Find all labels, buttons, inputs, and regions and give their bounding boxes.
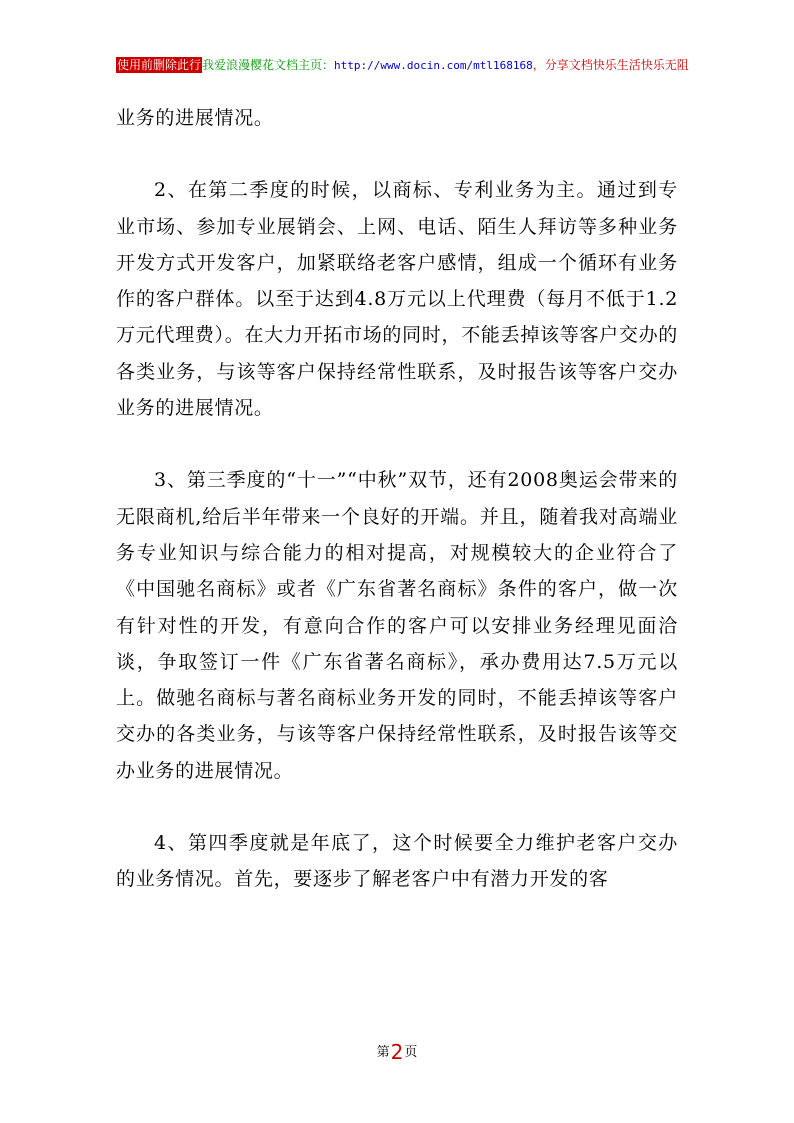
paragraph-q4: 4、第四季度就是年底了，这个时候要全力维护老客户交办的业务情况。首先，要逐步了解老客户中有潜力开发的客 [116,832,678,891]
page-prefix: 第 [376,1045,390,1060]
paragraph-q2: 2、在第二季度的时候，以商标、专利业务为主。通过到专业市场、参加专业展销会、上网、电话、陌生人拜访等多种业务开发方式开发客户，加紧联络老客户感情，组成一个循环有业务作的客户群体。以至于达到4.8万元以上代理费（每月不低于1.2万元代理费）。在大力开拓市场的同时，不能丢掉该等客户交办的各类业务，与该等客户保持经常性联系，及时报告该等客户交办业务的进展情况。 [116,179,678,420]
delete-notice-badge: 使用前删除此行 [117,58,202,72]
document-body [116,100,678,898]
document-header-banner [116,56,776,74]
paragraph-q3: 3、第三季度的“十一”“中秋”双节，还有2008奥运会带来的无限商机,给后半年带来一个良好的开端。并且，随着我对高端业务专业知识与综合能力的相对提高，对规模较大的企业符合了《中国驰名商标》或者《广东省著名商标》条件的客户，做一次有针对性的开发，有意向合作的客户可以安排业务经理见面洽谈，争取签订一件《广东省著名商标》，承办费用达7.5万元以上。做驰名商标与著名商标业务开发的同时，不能丢掉该等客户交办的各类业务，与该等客户保持经常性联系，及时报告该等交办业务的进展情况。 [116,469,678,782]
paragraph-continuation: 业务的进展情况。 [116,107,274,129]
page-footer [0,1040,794,1064]
page-number: 2 [390,1040,404,1064]
header-separator: ， [532,58,545,72]
site-prefix: 我爱浪漫樱花文档主页： [202,58,335,72]
header-slogan: 分享文档快乐生活快乐无阻 [544,58,689,72]
page-suffix: 页 [404,1045,418,1060]
homepage-link[interactable]: http://www.docin.com/mtl168168 [334,59,533,72]
